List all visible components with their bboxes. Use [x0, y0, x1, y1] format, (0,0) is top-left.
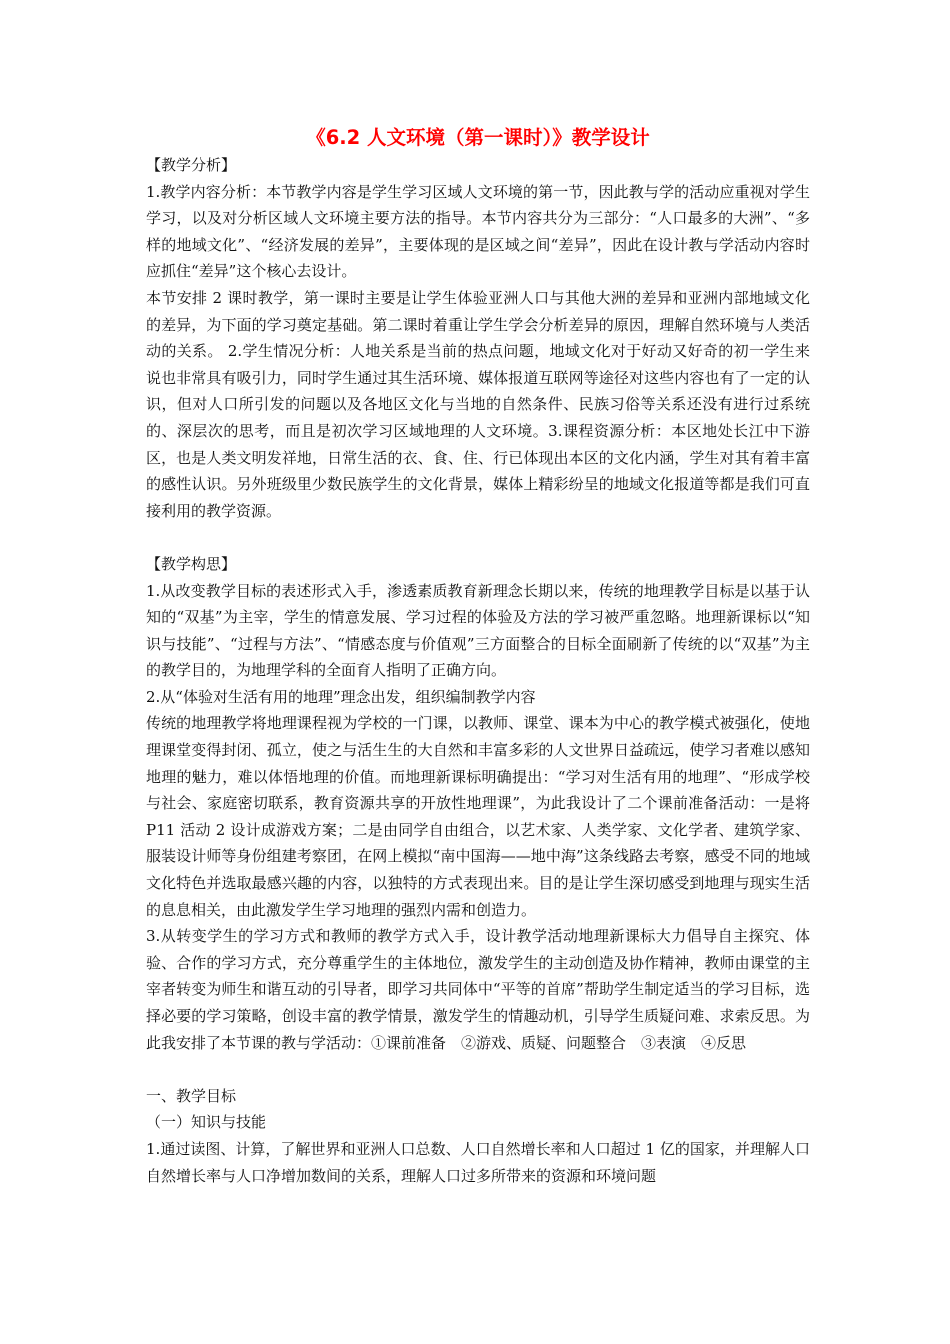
- paragraph: 2.从“体验对生活有用的地理”理念出发，组织编制教学内容: [146, 687, 536, 706]
- paragraph: 1.从改变教学目标的表述形式入手，渗透素质教育新理念长期以来，传统的地理教学目标是以基于认知的“双基”为主宰，学生的情意发展、学习过程的体验及方法的学习被严重忽略。地理新课标以“知识与技能”、“过程与方法”、“情感态度与价值观”三方面整合的目标全面刷新了传统的以“双基”为主的教学目的，为地理学科的全面育人指明了正确方向。: [146, 581, 810, 680]
- paragraph: 3.从转变学生的学习方式和教师的教学方式入手，设计教学活动地理新课标大力倡导自主探究、体验、合作的学习方式，充分尊重学生的主体地位，激发学生的主动创造及协作精神，教师由课堂的主宰者转变为师生和谐互动的引导者，即学习共同体中“平等的首席”帮助学生制定适当的学习目标，选择必要的学习策略，创设丰富的教学情景，激发学生的情趣动机，引导学生质疑问难、求索反思。为此我安排了本节课的教与学活动：①课前准备 ②游戏、质疑、问题整合 ③表演 ④反思: [146, 927, 810, 1052]
- subsection-heading-knowledge: （一）知识与技能: [146, 1113, 267, 1132]
- paragraph: 1.通过读图、计算，了解世界和亚洲人口总数、人口自然增长率和人口超过 1 亿的国家，并理解人口自然增长率与人口净增加数间的关系，理解人口过多所带来的资源和环境问题: [146, 1139, 810, 1185]
- paragraph: 传统的地理教学将地理课程视为学校的一门课，以教师、课堂、课本为中心的教学模式被强化，使地理课堂变得封闭、孤立，使之与活生生的大自然和丰富多彩的人文世界日益疏远，使学习者难以感知地理的魅力，难以体悟地理的价值。而地理新课标明确提出：“学习对生活有用的地理”、“形成学校与社会、家庭密切联系，教育资源共享的开放性地理课”，为此我设计了二个课前准备活动：一是将 P11 活动 2 设计成游戏方案；二是由同学自由组合，以艺术家、人类学家、文化学者、建筑学家、服装设计师等身份组建考察团，在网上模拟“南中国海——地中海”这条线路去考察，感受不同的地域文化特色并选取最感兴趣的内容，以独特的方式表现出来。目的是让学生深切感受到地理与现实生活的息息相关，由此激发学生学习地理的强烈内需和创造力。: [146, 714, 810, 919]
- spacer: [146, 524, 810, 551]
- section-heading-design: 【教学构思】: [146, 554, 237, 573]
- document-title: 《6.2 人文环境（第一课时）》教学设计: [306, 126, 650, 149]
- spacer: [146, 1056, 810, 1083]
- section-heading-objectives: 一、教学目标: [146, 1086, 237, 1105]
- paragraph: 本节安排 2 课时教学，第一课时主要是让学生体验亚洲人口与其他大洲的差异和亚洲内部地域文化的差异，为下面的学习奠定基础。第二课时着重让学生学会分析差异的原因，理解自然环境与人类活动的关系。 2.学生情况分析：人地关系是当前的热点问题，地域文化对于好动又好奇的初一学生来说也非常具有吸引力，同时学生通过其生活环境、媒体报道互联网等途径对这些内容也有了一定的认识，但对人口所引发的问题以及各地区文化与当地的自然条件、民族习俗等关系还没有进行过系统的、深层次的思考，而且是初次学习区域地理的人文环境。3.课程资源分析：本区地处长江中下游区，也是人类文明发祥地，日常生活的衣、食、住、行已体现出本区的文化内涵，学生对其有着丰富的感性认识。另外班级里少数民族学生的文化背景，媒体上精彩纷呈的地域文化报道等都是我们可直接利用的教学资源。: [146, 288, 810, 520]
- document-body: [146, 118, 810, 1189]
- section-heading-analysis: 【教学分析】: [146, 156, 237, 174]
- paragraph: 1.教学内容分析：本节教学内容是学生学习区域人文环境的第一节，因此教与学的活动应重视对学生学习，以及对分析区域人文环境主要方法的指导。本节内容共分为三部分：“人口最多的大洲”、“多样的地域文化”、“经济发展的差异”，主要体现的是区域之间“差异”，因此在设计教与学活动内容时应抓住“差异”这个核心去设计。: [146, 182, 810, 281]
